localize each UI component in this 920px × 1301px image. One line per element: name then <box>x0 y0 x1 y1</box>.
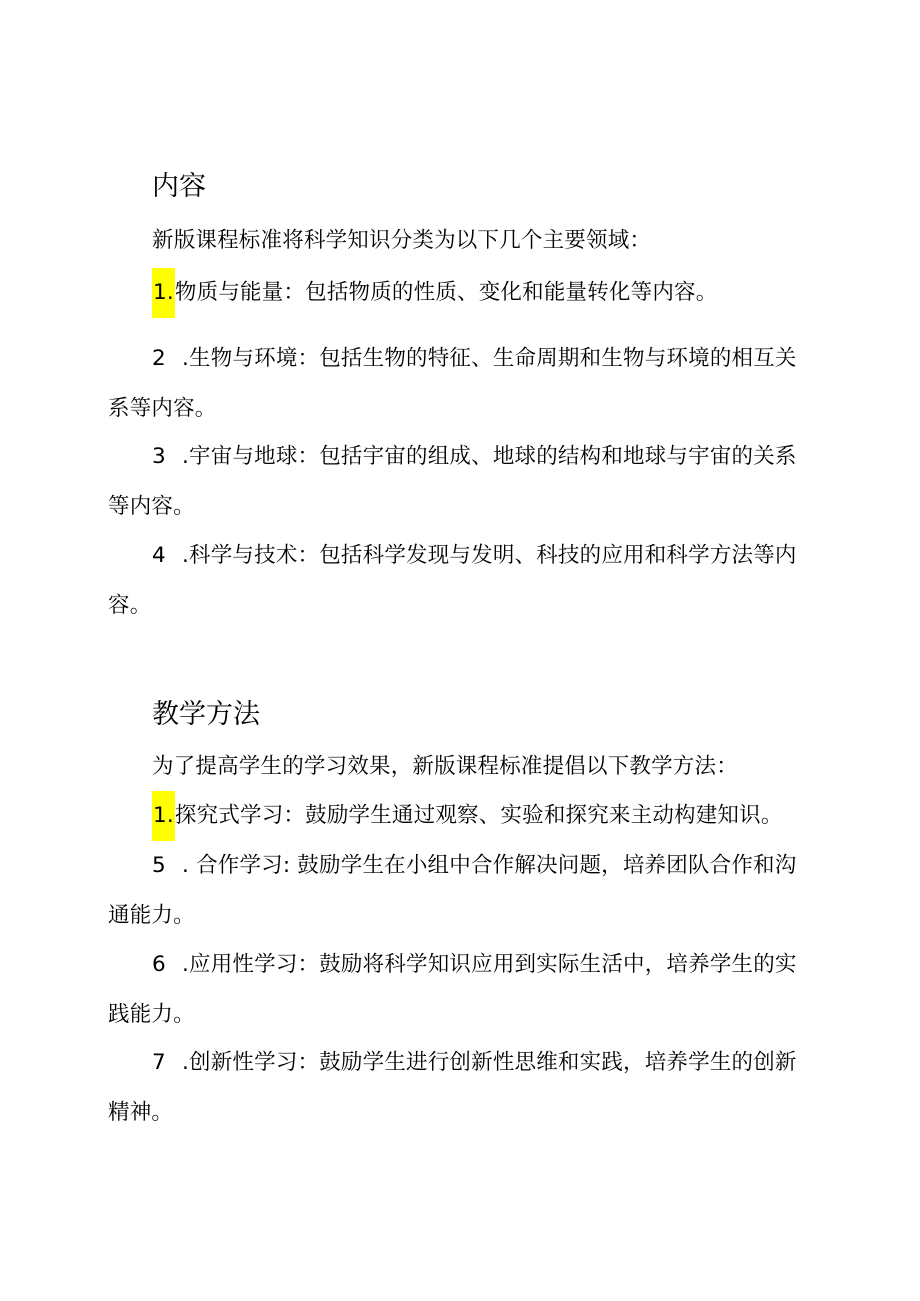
list-item <box>108 334 812 434</box>
list-item <box>108 268 812 318</box>
list-item-text: .应用性学习：鼓励将科学知识应用到实际生活中，培养学生的实践能力。 <box>108 952 797 1027</box>
list-number-highlighted: 1. <box>152 791 175 841</box>
list-number: 7 <box>152 1050 166 1075</box>
list-item-text: .生物与环境：包括生物的特征、生命周期和生物与环境的相互关系等内容。 <box>108 346 797 421</box>
list-item <box>108 940 812 1040</box>
list-item-text: 物质与能量：包括物质的性质、变化和能量转化等内容。 <box>174 280 718 305</box>
list-item <box>108 791 812 841</box>
list-item <box>108 841 812 941</box>
section-intro: 新版课程标准将科学知识分类为以下几个主要领域： <box>152 228 652 253</box>
list-number: 2 <box>152 346 166 371</box>
list-item <box>108 1038 812 1138</box>
list-item-text: . 合作学习: 鼓励学生在小组中合作解决问题，培养团队合作和沟通能力。 <box>108 853 797 928</box>
list-number: 4 <box>152 543 166 568</box>
list-number: 6 <box>152 952 166 977</box>
list-number: 5 <box>152 853 166 878</box>
list-item <box>108 432 812 532</box>
section-heading-content: 内容 <box>152 171 206 202</box>
list-item-text: .创新性学习：鼓励学生进行创新性思维和实践，培养学生的创新精神。 <box>108 1050 797 1125</box>
list-item-text: .科学与技术：包括科学发现与发明、科技的应用和科学方法等内容。 <box>108 543 797 618</box>
list-item-text: 探究式学习：鼓励学生通过观察、实验和探究来主动构建知识。 <box>174 803 783 828</box>
list-number-highlighted: 1. <box>152 268 175 318</box>
list-item <box>108 531 812 631</box>
section-intro: 为了提高学生的学习效果，新版课程标准提倡以下教学方法： <box>152 754 738 779</box>
section-heading-teaching-methods: 教学方法 <box>152 699 260 730</box>
list-item-text: .宇宙与地球：包括宇宙的组成、地球的结构和地球与宇宙的关系等内容。 <box>108 444 797 519</box>
list-number: 3 <box>152 444 166 469</box>
